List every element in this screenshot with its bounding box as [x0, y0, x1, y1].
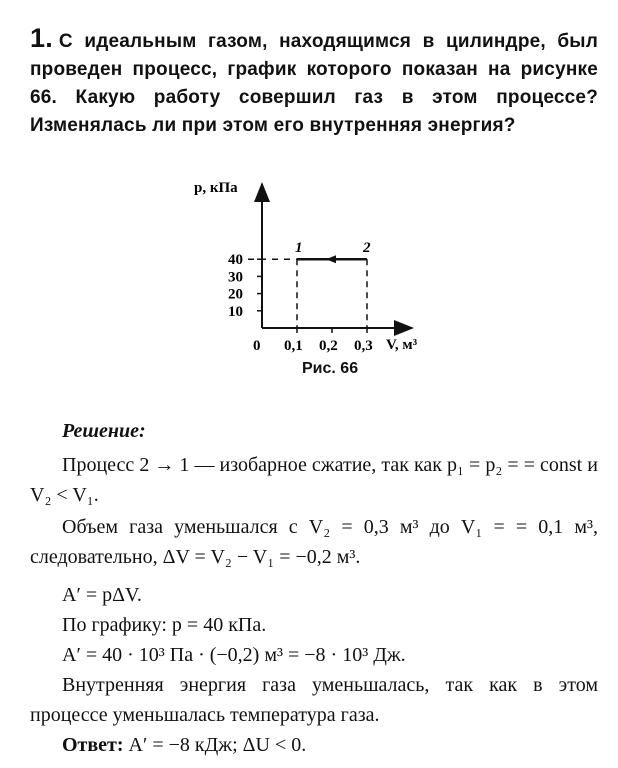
marks-group: [248, 240, 371, 328]
answer-label: Ответ:: [62, 734, 124, 756]
problem-text: [30, 24, 598, 140]
problem-number: 1.: [30, 23, 53, 53]
x-axis-label: V, м³: [386, 337, 418, 353]
y-tick-label: 30: [228, 269, 243, 286]
x-tick-label: 0,2: [319, 338, 338, 354]
y-axis-label: p, кПа: [194, 180, 238, 196]
answer-block: [30, 730, 598, 760]
solution-block-3: [30, 580, 598, 730]
y-tick-label: 20: [228, 286, 243, 303]
point-2-label: 2: [363, 240, 371, 257]
figure-66: [190, 170, 460, 385]
point-1-label: 1: [295, 240, 303, 257]
solution-line-4: По графику: p = 40 кПа.: [62, 614, 267, 636]
solution-line-2: Объем газа уменьшался с V₂ = 0,3 м³ до V₁ = = 0,1 м³, следовательно, ΔV = V₂ − V₁ = −0,2 м³.: [30, 516, 598, 568]
problem-statement: С идеальным газом, находящимся в цилиндре, был проведен процесс, график которого показан на рисунке 66. Какую работу совершил газ в этом процессе? Изменялась ли при этом его внутренняя энергия?: [30, 31, 598, 136]
solution-line-5: A′ = 40 · 10³ Па · (−0,2) м³ = −8 · 10³ Дж.: [62, 644, 406, 666]
solution-body: [30, 450, 598, 510]
origin-label: 0: [253, 338, 261, 354]
pv-chart: [190, 170, 460, 370]
solution-block-2: [30, 512, 598, 572]
direction-arrow: [326, 255, 336, 263]
x-tick-label: 0,1: [284, 338, 303, 354]
answer-text: A′ = −8 кДж; ΔU < 0.: [128, 734, 307, 756]
ticks-group: [228, 252, 373, 354]
figure-caption: Рис. 66: [302, 360, 359, 377]
solution-line-1: Процесс 2 → 1 — изобарное сжатие, так как p₁ = p₂ = = const и V₂ < V₁.: [30, 454, 598, 506]
solution-line-6: Внутренняя энергия газа уменьшалась, так как в этом процессе уменьшалась температура газа.: [30, 674, 598, 726]
solution-title: Решение:: [62, 420, 146, 442]
y-tick-label: 40: [228, 252, 243, 269]
x-tick-label: 0,3: [354, 338, 373, 354]
y-tick-label: 10: [228, 303, 243, 320]
solution-line-3: A′ = pΔV.: [62, 584, 142, 606]
